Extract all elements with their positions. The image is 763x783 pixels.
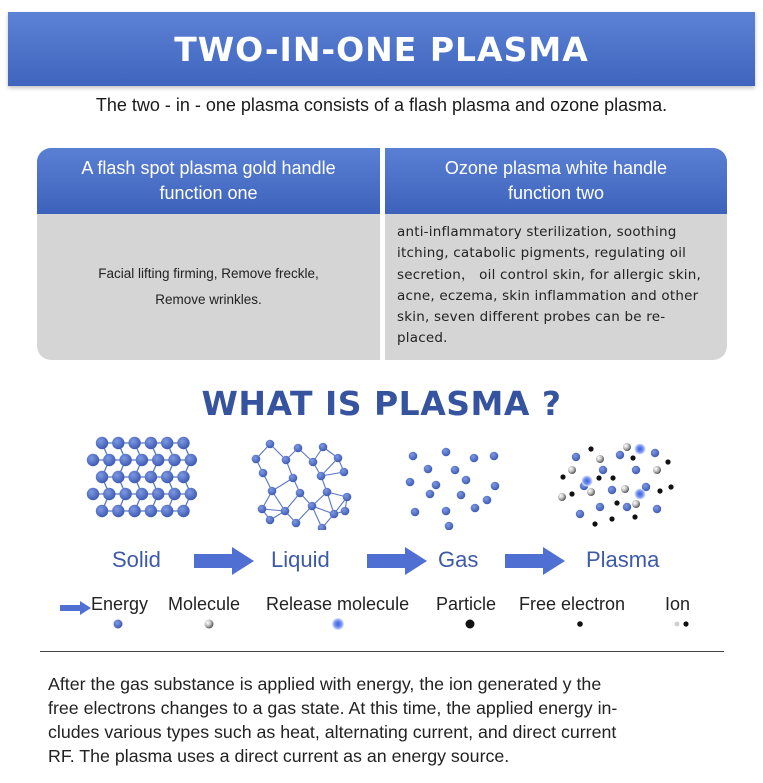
plasma-particles-icon	[558, 443, 674, 527]
plasma-electron	[668, 484, 673, 489]
liquid-atom	[308, 502, 317, 511]
lattice-atom	[112, 471, 124, 483]
section-title: WHAT IS PLASMA ?	[201, 384, 562, 423]
lattice-atom	[177, 471, 189, 483]
state-label-plasma: Plasma	[586, 547, 660, 572]
lattice-atom	[177, 505, 189, 517]
plasma-molecule	[596, 503, 604, 511]
liquid-atom	[317, 472, 326, 481]
gas-particle	[445, 522, 454, 530]
plasma-electron	[657, 488, 662, 493]
lattice-atom	[145, 437, 157, 449]
gas-particle	[406, 478, 415, 487]
plasma-gray-molecule	[596, 455, 604, 463]
gas-particle	[462, 476, 471, 485]
liquid-atom	[309, 458, 318, 467]
liquid-atom	[340, 468, 349, 477]
lattice-atom	[128, 505, 140, 517]
card-body-line: acne, eczema, skin inflammation and other	[397, 287, 699, 304]
legend-swatches	[0, 610, 763, 634]
lattice-atom	[96, 437, 108, 449]
liquid-atom	[289, 474, 298, 483]
liquid-atom	[281, 507, 290, 516]
lattice-atom	[185, 454, 197, 466]
gas-particle	[457, 491, 466, 500]
particle-swatch-icon	[466, 620, 475, 629]
title-banner	[8, 12, 755, 86]
card-title-line: function one	[159, 183, 258, 203]
lattice-atom	[87, 488, 99, 500]
plasma-electron	[592, 521, 597, 526]
card-body-line: itching, catabolic pigments, regulating oil	[397, 245, 687, 262]
liquid-atom	[252, 455, 261, 464]
legend-ion: Ion	[665, 594, 691, 614]
gas-particle	[442, 507, 451, 516]
lattice-atom	[145, 471, 157, 483]
page-title: TWO-IN-ONE PLASMA	[174, 30, 589, 69]
plasma-molecule	[632, 466, 640, 474]
plasma-release-molecule	[635, 444, 646, 455]
lattice-atom	[103, 454, 115, 466]
gas-particle	[490, 452, 499, 461]
plasma-gray-molecule	[587, 488, 595, 496]
ozone-plasma-card-header	[385, 148, 727, 214]
state-label-solid: Solid	[112, 547, 161, 572]
lattice-atom	[119, 454, 131, 466]
lattice-atom	[161, 471, 173, 483]
plasma-electron	[569, 491, 574, 496]
gas-particles-icon	[406, 448, 500, 530]
plasma-gray-molecule	[623, 443, 631, 451]
liquid-atom	[282, 456, 291, 465]
gas-particle	[409, 452, 418, 461]
gas-particle	[442, 448, 451, 457]
lattice-atom	[103, 488, 115, 500]
gas-particle	[426, 490, 435, 499]
ion-swatch-icon	[683, 621, 688, 626]
lattice-atom	[185, 488, 197, 500]
plasma-gray-molecule	[621, 485, 629, 493]
lattice-atom	[136, 454, 148, 466]
ozone-plasma-card-body	[397, 222, 715, 350]
lattice-atom	[87, 454, 99, 466]
lattice-atom	[128, 437, 140, 449]
liquid-atom	[334, 454, 343, 463]
ion-swatch-icon	[675, 622, 680, 627]
liquid-atom	[292, 519, 301, 528]
liquid-network-icon	[252, 440, 352, 530]
lattice-atom	[161, 437, 173, 449]
plasma-electron	[609, 516, 614, 521]
plasma-release-molecule	[635, 489, 646, 500]
gas-particle	[471, 504, 480, 513]
legend-particle: Particle	[436, 594, 497, 614]
lattice-atom	[168, 488, 180, 500]
lattice-atom	[168, 454, 180, 466]
card-body-line: anti-inflammatory sterilization, soothing	[397, 224, 677, 240]
lattice-atom	[177, 437, 189, 449]
energy-swatch-icon	[114, 620, 123, 629]
plasma-electron	[632, 514, 637, 519]
flash-plasma-card-body	[37, 214, 380, 360]
legend-energy: Energy	[91, 594, 149, 614]
card-title-line: A flash spot plasma gold handle	[81, 158, 336, 178]
card-body-line: Facial lifting firming, Remove freckle,	[98, 266, 319, 281]
states-of-matter-diagram	[0, 430, 763, 530]
lattice-atom	[136, 488, 148, 500]
gas-particle	[411, 508, 420, 517]
plasma-electron	[610, 475, 615, 480]
plasma-molecule	[616, 451, 624, 459]
liquid-atom	[296, 489, 305, 498]
plasma-release-molecule	[582, 476, 593, 487]
state-label-gas: Gas	[438, 547, 479, 572]
arrow-right-icon	[367, 547, 429, 575]
lattice-atom	[112, 437, 124, 449]
legend-molecule: Molecule	[168, 594, 241, 614]
plasma-molecule	[651, 449, 659, 457]
divider	[40, 651, 724, 652]
lattice-atom	[152, 454, 164, 466]
plasma-electron	[614, 500, 619, 505]
liquid-atom	[268, 487, 277, 496]
liquid-atom	[319, 443, 328, 452]
plasma-molecule	[608, 486, 616, 494]
plasma-electron	[588, 446, 593, 451]
plasma-molecule	[572, 453, 580, 461]
plasma-molecule	[576, 510, 584, 518]
lattice-atom	[96, 471, 108, 483]
paragraph-line: free electrons changes to a gas state. At this time, the applied energy in-	[48, 698, 618, 718]
gas-particle	[424, 465, 433, 474]
gas-particle	[491, 482, 500, 491]
liquid-atom	[341, 507, 350, 516]
lattice-atom	[128, 471, 140, 483]
card-body-line: Remove wrinkles.	[155, 292, 262, 307]
liquid-atom	[259, 469, 268, 478]
lattice-atom	[96, 505, 108, 517]
card-title-line: function two	[507, 183, 605, 203]
liquid-atom	[323, 488, 332, 497]
legend-free-electron: Free electron	[519, 594, 626, 614]
card-body-line: skin, seven different probes can be re-	[397, 309, 666, 326]
plasma-molecule	[623, 503, 631, 511]
flash-plasma-card	[37, 148, 380, 360]
arrow-right-icon	[505, 547, 567, 575]
gas-particle	[451, 466, 460, 475]
intro-text: The two - in - one plasma consists of a flash plasma and ozone plasma.	[95, 95, 668, 115]
gas-particle	[432, 481, 441, 490]
lattice-atom	[152, 488, 164, 500]
free-electron-swatch-icon	[577, 621, 583, 627]
plasma-gray-molecule	[558, 493, 566, 501]
lattice-atom	[112, 505, 124, 517]
lattice-atom	[161, 505, 173, 517]
plasma-electron	[560, 474, 565, 479]
molecule-swatch-icon	[205, 620, 214, 629]
plasma-gray-molecule	[568, 466, 576, 474]
liquid-atom	[343, 493, 352, 502]
state-label-liquid: Liquid	[271, 547, 330, 572]
card-title-line: Ozone plasma white handle	[444, 158, 668, 178]
plasma-gray-molecule	[653, 466, 661, 474]
explanation-paragraph	[48, 672, 728, 768]
plasma-molecule	[653, 505, 661, 513]
paragraph-line: After the gas substance is applied with energy, the ion generated y the	[48, 674, 602, 694]
plasma-electron	[596, 475, 601, 480]
liquid-atom	[266, 516, 275, 525]
plasma-gray-molecule	[632, 500, 640, 508]
card-body-line: placed.	[397, 330, 448, 347]
solid-lattice-icon	[87, 437, 197, 517]
liquid-atom	[294, 444, 303, 453]
liquid-atom	[258, 505, 267, 514]
ozone-plasma-card	[385, 148, 727, 360]
plasma-electron	[630, 455, 635, 460]
plasma-electron	[665, 459, 670, 464]
paragraph-line: cludes various types such as heat, alternating current, and direct current	[48, 722, 617, 742]
release-molecule-swatch-icon	[332, 618, 344, 630]
flash-plasma-card-header	[37, 148, 380, 214]
arrow-right-icon	[194, 547, 256, 575]
liquid-atom	[266, 440, 275, 449]
plasma-molecule	[599, 466, 607, 474]
legend-release-molecule: Release molecule	[266, 594, 410, 614]
gas-particle	[470, 454, 479, 463]
paragraph-line: RF. The plasma uses a direct current as an energy source.	[48, 746, 510, 766]
card-body-line: secretion， oil control skin, for allergic skin,	[397, 266, 701, 283]
gas-particle	[483, 496, 492, 505]
lattice-atom	[145, 505, 157, 517]
lattice-atom	[119, 488, 131, 500]
liquid-atom	[330, 510, 339, 519]
